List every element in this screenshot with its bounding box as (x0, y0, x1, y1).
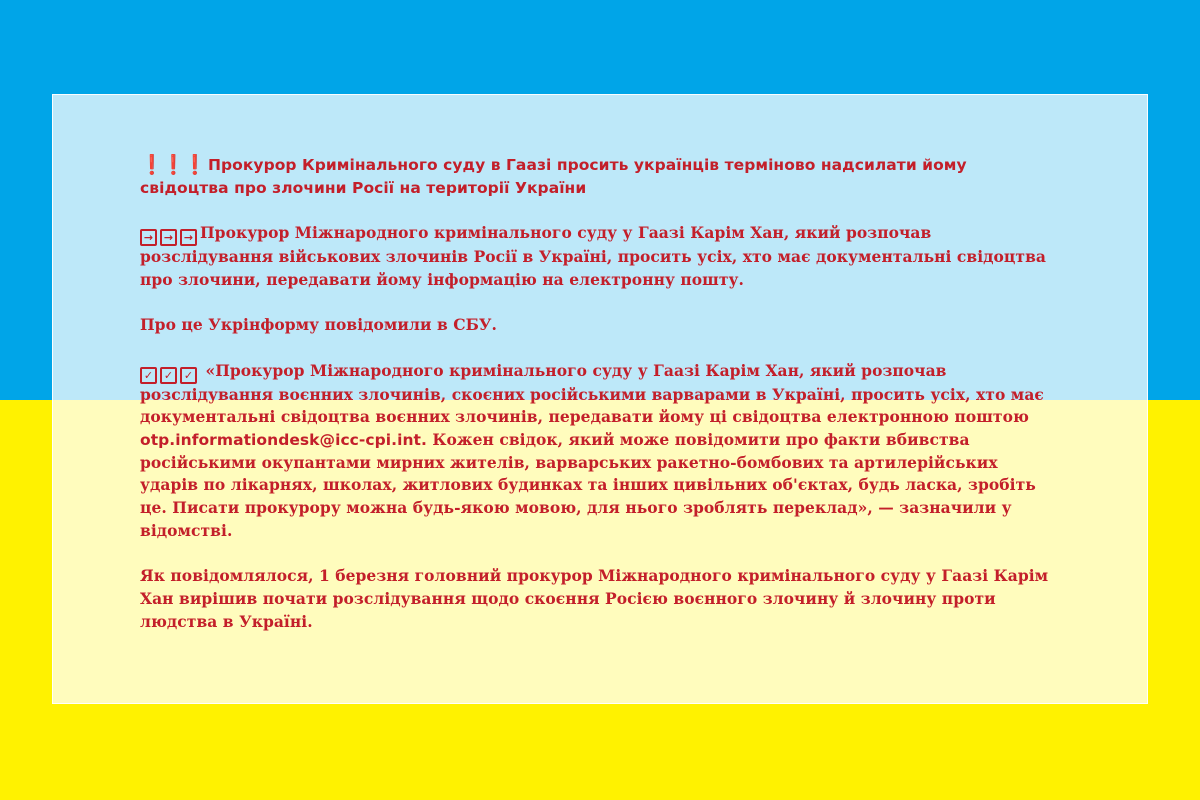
intro-text: Прокурор Міжнародного кримінального суду у Гаазі Карім Хан, який розпочав розслідування військових злочинів Росії в Україні, просить усіх, хто має документальні свідоцтва про злочини, передавати йому інформацію на електронну пошту. (140, 223, 1047, 289)
check-box-icon: ✓ (160, 367, 177, 384)
arrow-right-icon: → (160, 229, 177, 246)
quote-text-start: «Прокурор Міжнародного кримінального суду у Гаазі Карім Хан, який розпочав розслідування воєнних злочинів, скоєних російськими варварами в Україні, просить усіх, хто має документальні свідоцтва воєнних злочинів, передавати йому ці свідоцтва електронною поштою (140, 360, 1044, 427)
background-paragraph (140, 565, 1050, 633)
quote-paragraph (140, 360, 1050, 543)
headline-text: Прокурор Кримінального суду в Гаазі просить українців терміново надсилати йому свідоцтва про злочини Росії на території України (140, 156, 967, 197)
arrow-right-icon: → (140, 229, 157, 246)
check-box-icon: ✓ (140, 367, 157, 384)
check-box-icon: ✓ (180, 367, 197, 384)
headline-paragraph (140, 154, 1050, 199)
source-text: Про це Укрінформу повідомили в СБУ. (140, 315, 497, 335)
exclamation-icon: ❗❗❗ (140, 154, 205, 176)
arrow-right-icon: → (180, 229, 197, 246)
background-text: Як повідомлялося, 1 березня головний прокурор Міжнародного кримінального суду у Гаазі Карім Хан вирішив почати розслідування щодо скоєння Росією воєнного злочину й злочину проти людства в Україні. (140, 566, 1049, 631)
intro-paragraph (140, 222, 1050, 291)
quote-text-end: Кожен свідок, який може повідомити про факти вбивства російськими окупантами мирних жителів, варварських ракетно-бомбових та артилерійських ударів по лікарнях, школах, житлових будинках та інших цивільних об'єктах, будь ласка, зробіть це. Писати прокурору можна будь-якою мовою, для нього зроблять переклад», — зазначили у відомстві. (140, 429, 1036, 540)
email-address: otp.informationdesk@icc-cpi.int. (140, 430, 427, 449)
source-paragraph (140, 314, 1050, 337)
article-content (140, 154, 1050, 656)
